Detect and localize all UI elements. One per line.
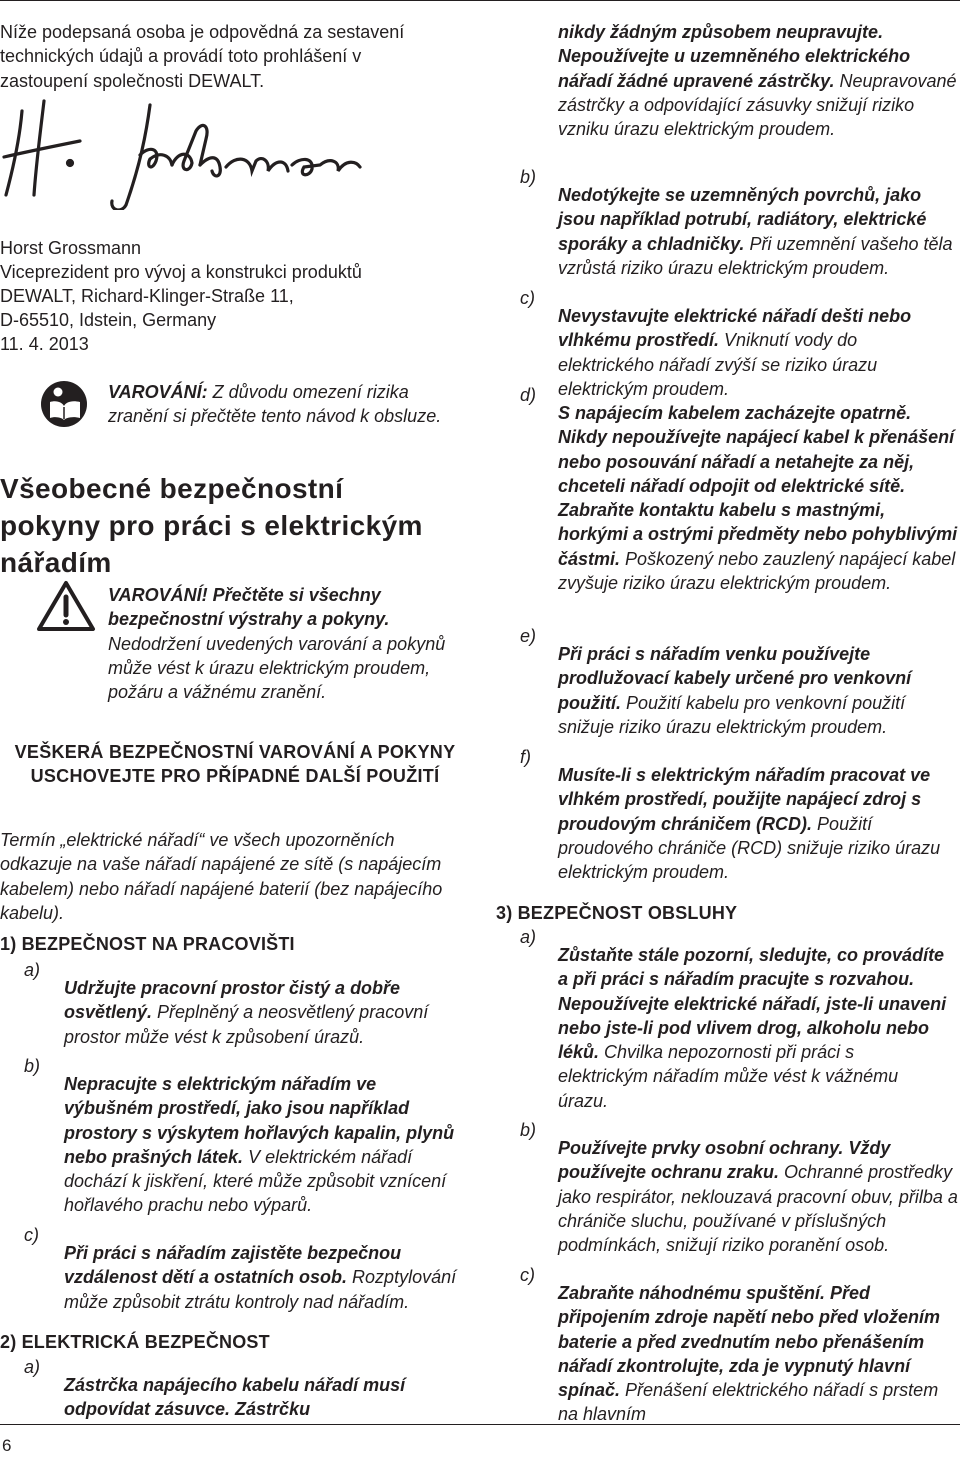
warning-triangle-icon xyxy=(36,580,96,632)
signatory-name: Horst Grossmann xyxy=(0,238,142,258)
section-2-title: 2) ELEKTRICKÁ BEZPEČNOST xyxy=(0,1332,270,1352)
read-manual-icon xyxy=(40,380,88,428)
section-3-title: 3) BEZPEČNOST OBSLUHY xyxy=(496,903,738,923)
continued-item-text: nikdy žádným způsobem neupravujte. Nepoužívejte u uzemněného elektrického nářadí žádné upravené zástrčky. Neupravované zástrčky a odpovídající zásuvky snižují riziko vzniku úrazu elektrickým proudem. xyxy=(558,22,957,140)
term-definition: Termín „elektrické nářadí“ ve všech upozorněních odkazuje na vaše nářadí napájené ze sítě (s napájecím kabelem) nebo nářadí napájené baterií (bez napájecího kabelu). xyxy=(0,830,443,923)
declaration-text: Níže podepsaná osoba je odpovědná za sestavení technických údajů a provádí toto prohlášení v zastoupení společnosti DEWALT. xyxy=(0,22,405,91)
warning-safety-text: Nedodržení uvedených varování a pokynů může vést k úrazu elektrickým proudem, požáru a vážnému zranění. xyxy=(108,633,446,703)
warning-read-manual xyxy=(108,380,458,429)
page-number: 6 xyxy=(2,1436,12,1455)
section-1-title: 1) BEZPEČNOST NA PRACOVIŠTI xyxy=(0,934,295,954)
signatory-title: Viceprezident pro vývoj a konstrukci produktů xyxy=(0,262,362,282)
signatory-address-1: DEWALT, Richard-Klinger-Straße 11, xyxy=(0,286,294,306)
warning-safety-bold: VAROVÁNÍ! Přečtěte si všechny bezpečnostní výstrahy a pokyny. xyxy=(108,585,390,630)
section-heading: Všeobecné bezpečnostní pokyny pro práci s elektrickým nářadím xyxy=(0,473,423,578)
save-instructions-heading: VEŠKERÁ BEZPEČNOSTNÍ VAROVÁNÍ A POKYNY USCHOVEJTE PRO PŘÍPADNÉ DALŠÍ POUŽITÍ xyxy=(14,742,456,786)
top-rule xyxy=(0,0,960,1)
signature-image xyxy=(0,95,380,210)
signatory-date: 11. 4. 2013 xyxy=(0,334,89,354)
signatory-address-2: D-65510, Idstein, Germany xyxy=(0,310,217,330)
bottom-rule xyxy=(0,1424,960,1425)
warning-safety xyxy=(108,583,458,704)
warning-read-text: Z důvodu omezení rizika zranění si přečtěte tento návod k obsluze. xyxy=(108,382,442,427)
warning-read-label: VAROVÁNÍ: xyxy=(108,382,208,402)
